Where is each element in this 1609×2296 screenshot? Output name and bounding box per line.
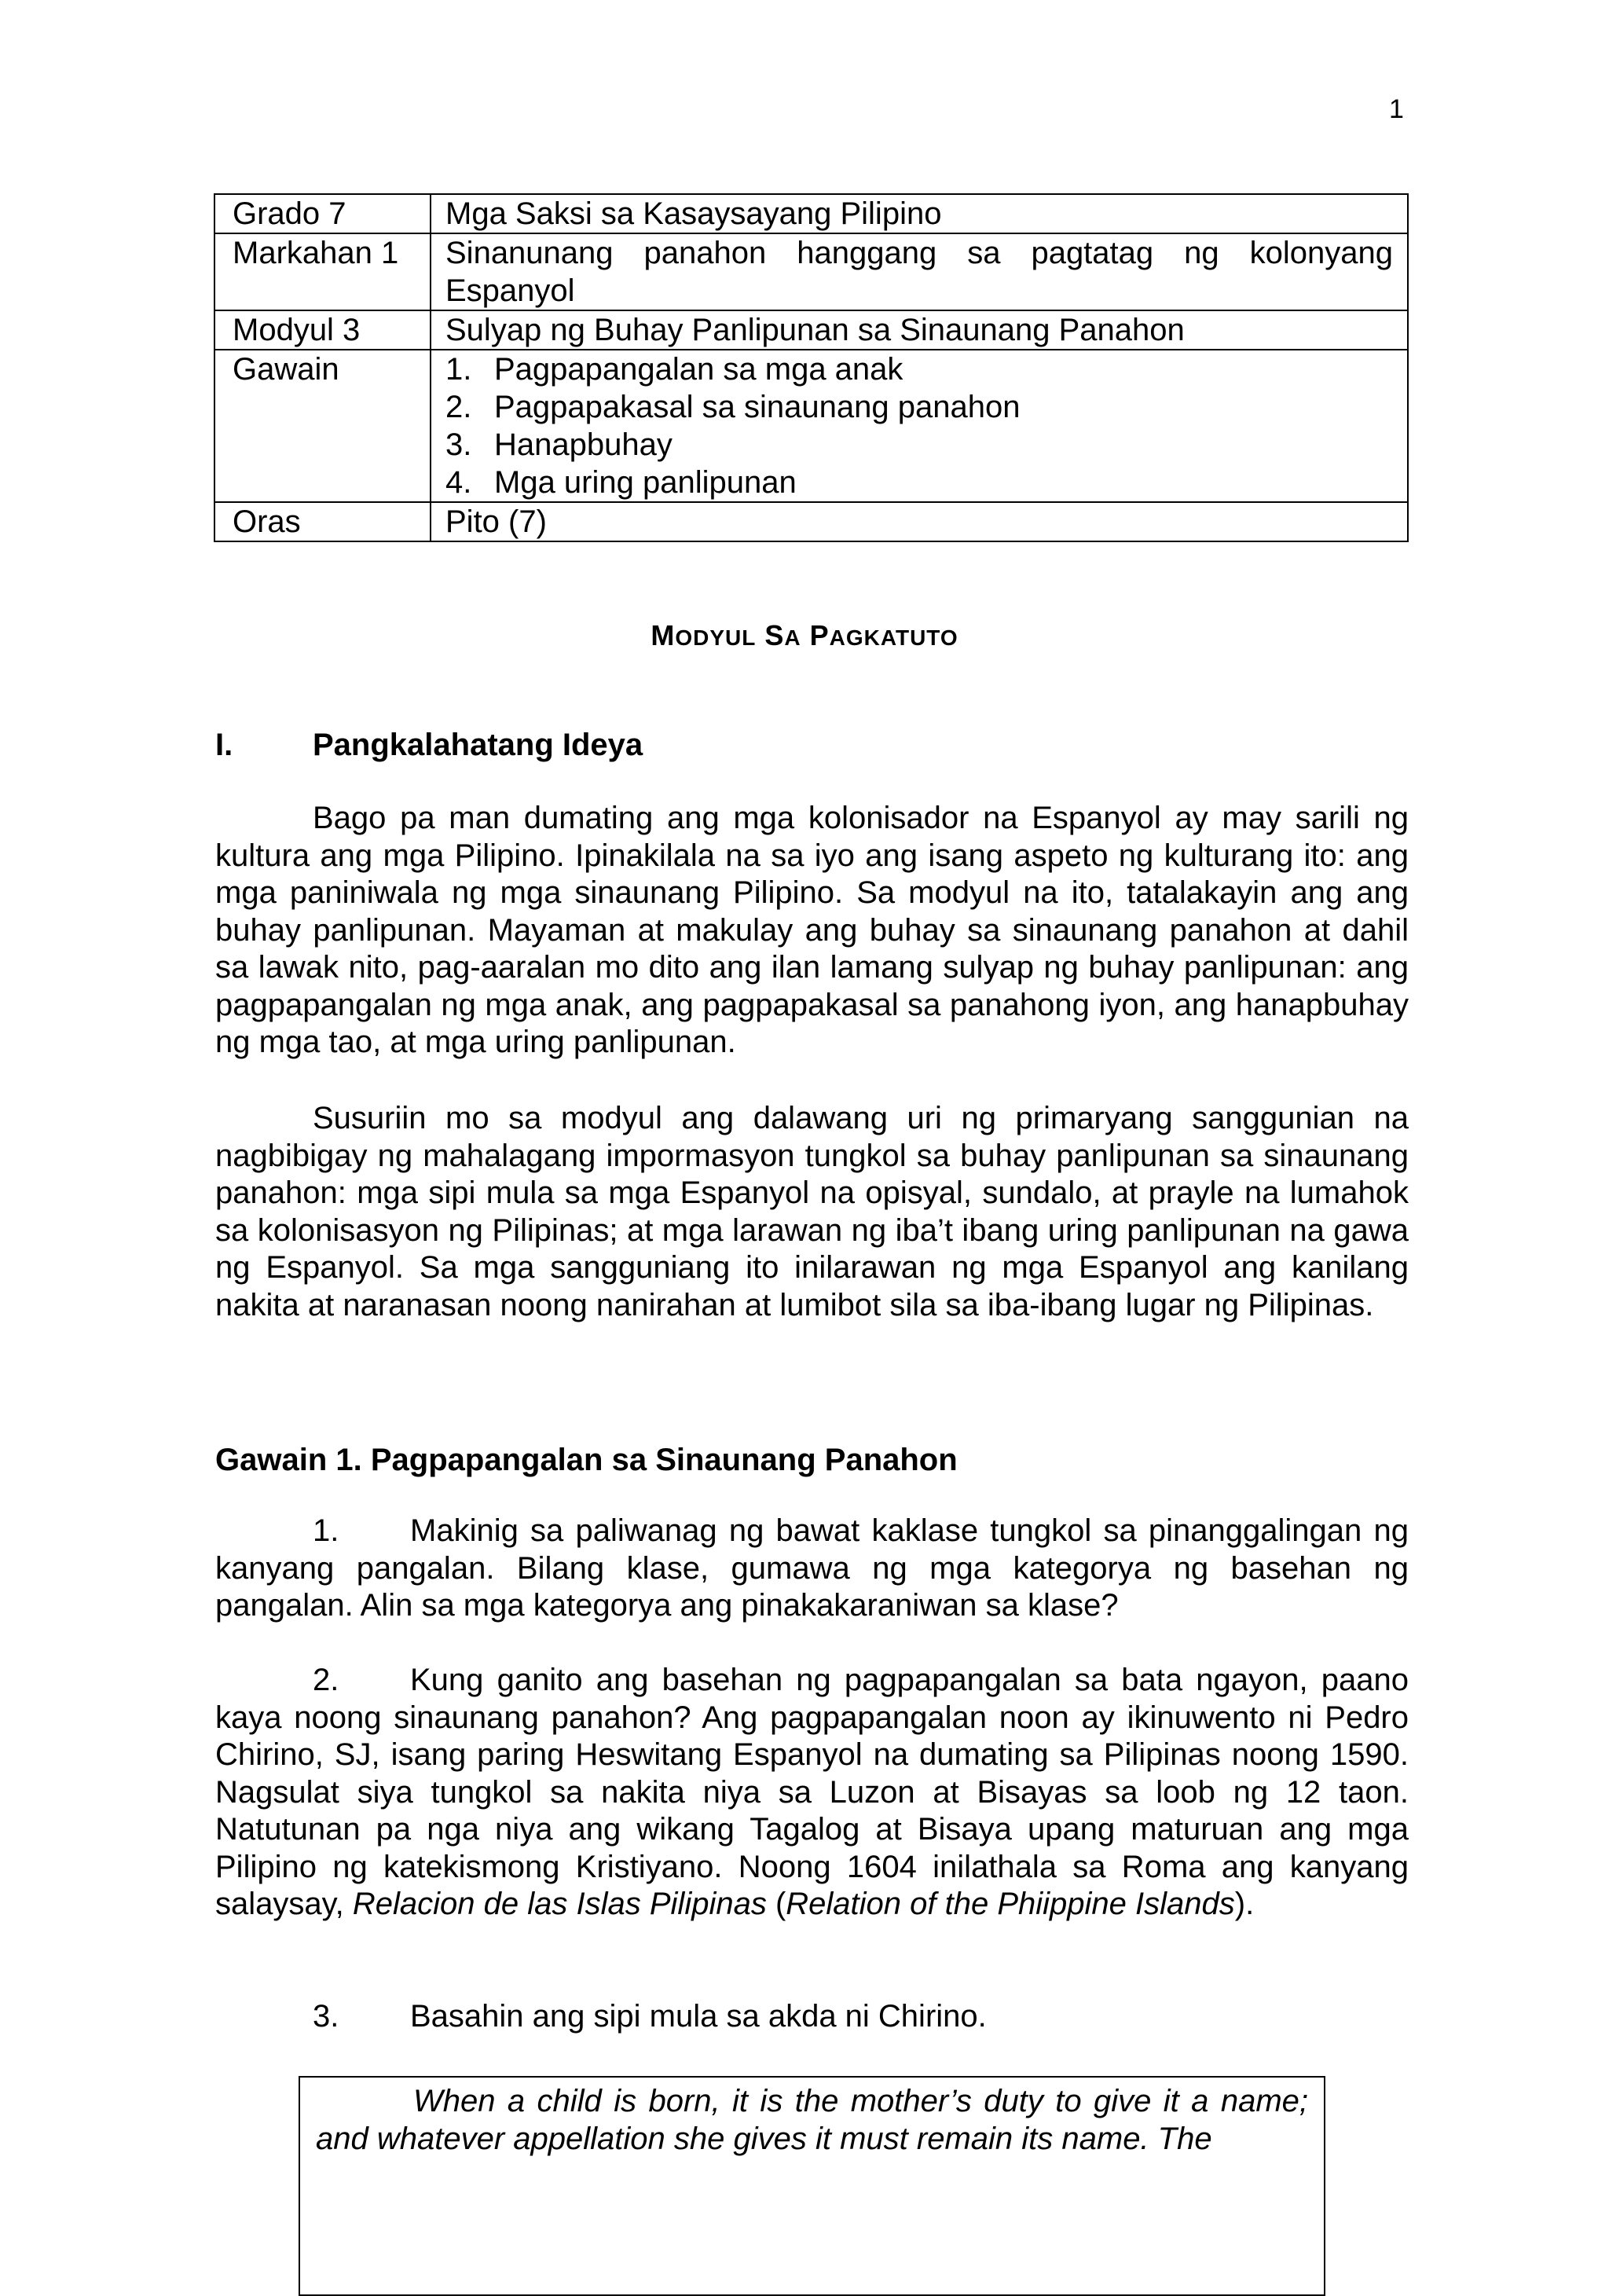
list-item-text: Pagpapangalan sa mga anak [494,352,903,387]
activity-item-2 [215,1662,1409,1924]
activity-item-text: Basahin ang sipi mula sa akda ni Chirino. [410,1999,987,2034]
hours-value: Pito (7) [431,502,1408,541]
activities-list [445,350,1393,501]
table-row-grade [214,194,1408,233]
page-number: 1 [1389,94,1404,124]
table-row-activities [214,350,1408,502]
module-info-table [214,193,1409,542]
activity-item-3 [215,1998,1409,2036]
activity-item-text: Kung ganito ang basehan ng pagpapangalan sa bata ngayon, paano kaya noong sinaunang panahon? Ang pagpapangalan noon ay ikinuwento ni Pedro Chirino, SJ, isang paring Heswitang Espanyol na dumating sa Pilipinas noong 1590. Nagsulat siya tungkol sa nakita niya sa Luzon at Bisayas sa loob ng 12 taon. Natutunan pa nga niya ang wikang Tagalog at Bisaya upang maturuan ang mga Pilipino ng katekismong Kristiyano. Noong 1604 inilathala sa Roma ang kanyang salaysay, [215,1663,1409,1921]
list-item [445,388,1393,426]
list-item [445,350,1393,388]
activity-item-number: 3. [313,1999,339,2034]
book-title-spanish: Relacion de las Islas Pilipinas [352,1887,767,1921]
quarter-label: Markahan 1 [214,233,431,310]
activity-item-1 [215,1513,1409,1625]
module-value: Sulyap ng Buhay Panlipunan sa Sinaunang Panahon [431,310,1408,350]
list-item-number: 1. [445,352,472,387]
section-numeral: I. [215,728,233,762]
list-item-number: 3. [445,427,472,462]
list-item-text: Hanapbuhay [494,427,673,462]
section-heading [215,728,643,763]
activity-item-number: 1. [313,1513,339,1548]
quote-text: When a child is born, it is the mother’s duty to give it a name; and whatever appellation she gives it must remain its name. The [316,2084,1308,2156]
quote-box [299,2076,1325,2296]
table-row-module [214,310,1408,350]
list-item-text: Mga uring panlipunan [494,465,797,500]
list-item-text: Pagpapakasal sa sinaunang panahon [494,390,1021,424]
list-item [445,426,1393,464]
table-row-hours [214,502,1408,541]
book-title-english: Relation of the Phiippine Islands [786,1887,1235,1921]
activities-label: Gawain [214,350,431,502]
grade-label: Grado 7 [214,194,431,233]
activity-heading: Gawain 1. Pagpapangalan sa Sinaunang Panahon [215,1443,958,1477]
activity-item-number: 2. [313,1663,339,1697]
module-label: Modyul 3 [214,310,431,350]
list-item-number: 4. [445,465,472,500]
hours-label: Oras [214,502,431,541]
activity-item-text: Makinig sa paliwanag ng bawat kaklase tungkol sa pinanggalingan ng kanyang pangalan. Bilang klase, gumawa ng mga kategorya ng basehan ng pangalan. Alin sa mga kategorya ang pinakakaraniwan sa klase? [215,1513,1409,1623]
activities-value [431,350,1408,502]
paren-open: ( [766,1887,786,1921]
table-row-quarter [214,233,1408,310]
grade-value: Mga Saksi sa Kasaysayang Pilipino [431,194,1408,233]
intro-paragraph-1: Bago pa man dumating ang mga kolonisador na Espanyol ay may sarili ng kultura ang mga Pilipino. Ipinakilala na sa iyo ang isang aspeto ng kulturang ito: ang mga paniniwala ng mga sinaunang Pilipino. Sa modyul na ito, tatalakayin ang ang buhay panlipunan. Mayaman at makulay ang buhay sa sinaunang panahon at dahil sa lawak nito, pag-aaralan mo dito ang ilan lamang sulyap ng buhay panlipunan: ang pagpapangalan ng mga anak, ang pagpapakasal sa panahong iyon, ang hanapbuhay ng mga tao, at mga uring panlipunan. [215,801,1409,1059]
list-item [445,464,1393,501]
list-item-number: 2. [445,390,472,424]
intro-paragraph-2: Susuriin mo sa modyul ang dalawang uri ng primaryang sanggunian na nagbibigay ng mahalagang impormasyon tungkol sa buhay panlipunan sa sinaunang panahon: mga sipi mula sa mga Espanyol na opisyal, sundalo, at prayle na lumahok sa kolonisasyon ng Pilipinas; at mga larawan ng iba’t ibang uring panlipunan na gawa ng Espanyol. Sa mga sangguniang ito inilarawan ng mga Espanyol ang kanilang nakita at naranasan noong nanirahan at lumibot sila sa iba-ibang lugar ng Pilipinas. [215,1101,1409,1322]
module-title [0,619,1609,652]
module-title-text: MODYUL SA PAGKATUTO [651,619,958,651]
section-title: Pangkalahatang Ideya [313,728,643,762]
quarter-value: Sinanunang panahon hanggang sa pagtatag ng kolonyang Espanyol [431,233,1408,310]
paren-close: ). [1234,1887,1255,1921]
